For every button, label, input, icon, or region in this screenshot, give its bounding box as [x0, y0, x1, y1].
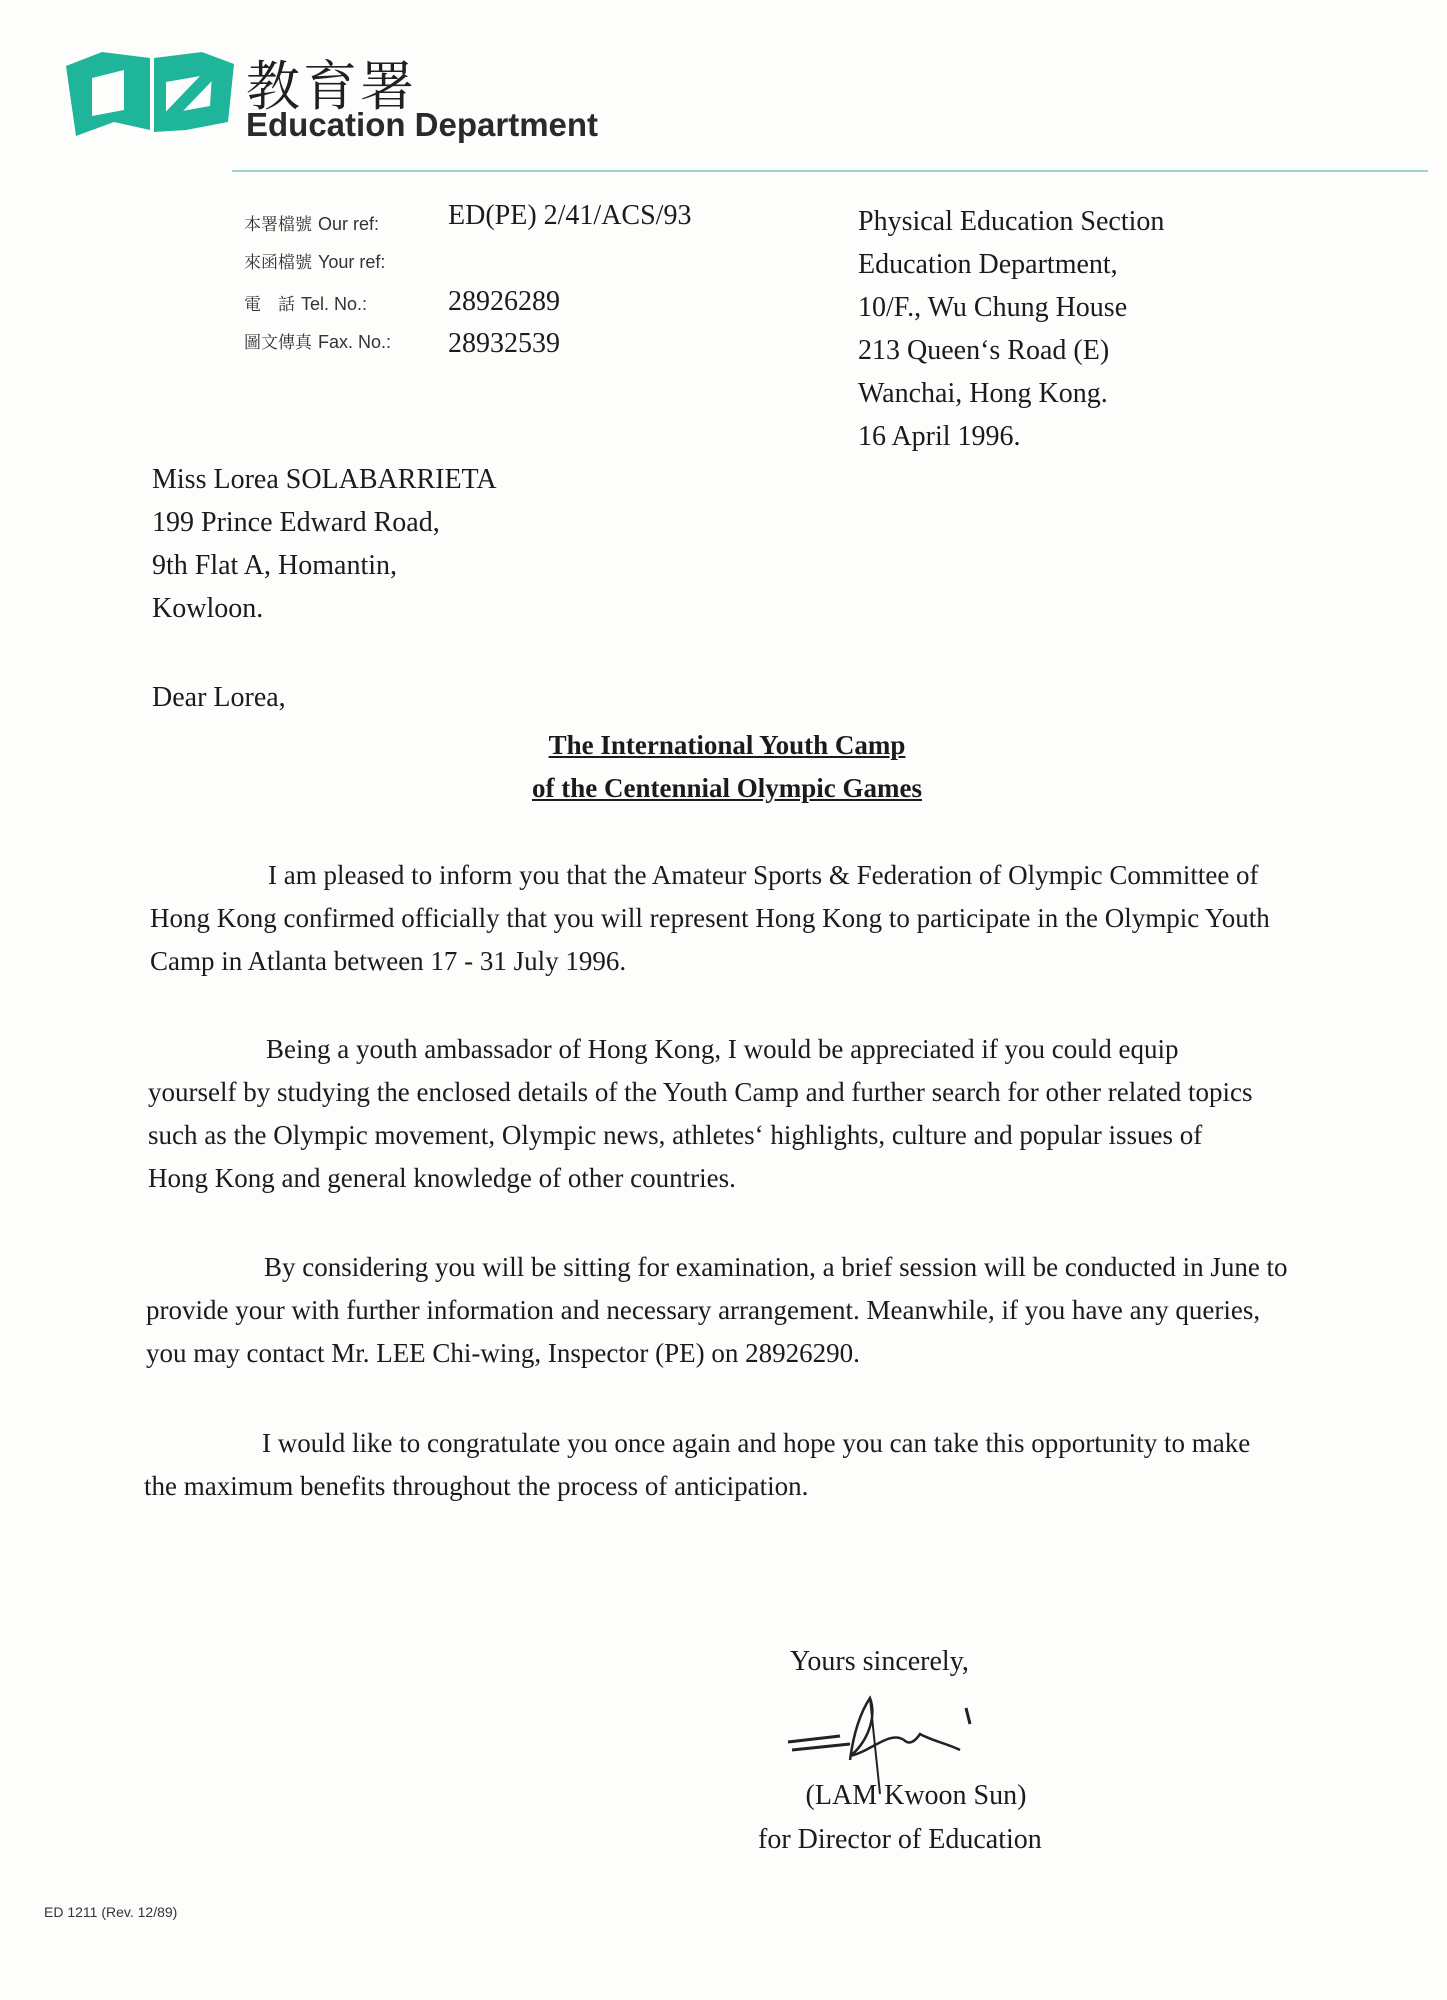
sender-line: 213 Queen‘s Road (E) — [858, 335, 1110, 366]
our-ref-label: 本署檔號 Our ref: — [244, 214, 380, 235]
body-paragraph: I am pleased to inform you that the Amateur Sports & Federation of Olympic Committee of Hong Kong confirmed officially that you will represent Hong Kong to participate in the Olympic Youth Camp in Atlanta between 17 - 31 July 1996. — [150, 860, 1270, 976]
sender-line: Physical Education Section — [858, 206, 1165, 237]
recipient-line: Kowloon. — [152, 593, 264, 624]
education-department-logo — [62, 44, 238, 146]
recipient-address — [152, 458, 497, 630]
our-ref-value: ED(PE) 2/41/ACS/93 — [448, 200, 692, 231]
letter-date: 16 April 1996. — [858, 421, 1021, 452]
subject-line: The International Youth Camp — [548, 730, 906, 760]
department-name-english: Education Department — [246, 106, 599, 143]
subject — [152, 724, 1302, 810]
signatory-title: for Director of Education — [758, 1824, 1042, 1855]
valediction: Yours sincerely, — [790, 1646, 969, 1677]
sender-line: Education Department, — [858, 249, 1118, 280]
department-name-chinese: 教育署 — [246, 55, 417, 118]
subject-line: of the Centennial Olympic Games — [532, 773, 922, 803]
letterhead-rule — [232, 170, 1428, 172]
recipient-line: 199 Prince Edward Road, — [152, 507, 440, 538]
tel-label: 電 話 Tel. No.: — [244, 294, 368, 315]
sender-line: Wanchai, Hong Kong. — [858, 378, 1108, 409]
sender-address — [858, 200, 1164, 458]
tel-value: 28926289 — [448, 286, 560, 317]
your-ref-label: 來函檔號 Your ref: — [244, 252, 386, 273]
fax-value: 28932539 — [448, 328, 560, 359]
body-paragraph: I would like to congratulate you once again and hope you can take this opportunity to make the maximum benefits throughout the process of anticipation. — [144, 1428, 1251, 1501]
signatory-name: (LAM Kwoon Sun) — [805, 1780, 1027, 1811]
recipient-line: 9th Flat A, Homantin, — [152, 550, 397, 581]
body-paragraph: Being a youth ambassador of Hong Kong, I would be appreciated if you could equip yourself by studying the enclosed details of the Youth Camp and further search for other related topics such as the Olympic movement, Olympic news, athletes‘ highlights, culture and popular issues of Hong Kong and general knowledge of other countries. — [148, 1034, 1253, 1193]
form-number: ED 1211 (Rev. 12/89) — [44, 1904, 178, 1920]
fax-label: 圖文傳真 Fax. No.: — [244, 332, 392, 353]
salutation: Dear Lorea, — [152, 682, 286, 713]
recipient-name: Miss Lorea SOLABARRIETA — [152, 464, 497, 495]
body-paragraph: By considering you will be sitting for examination, a brief session will be conducted in June to provide your with further information and necessary arrangement. Meanwhile, if you have any queries, you may contact Mr. LEE Chi-wing, Inspector (PE) on 28926290. — [146, 1252, 1288, 1368]
sender-line: 10/F., Wu Chung House — [858, 292, 1128, 323]
